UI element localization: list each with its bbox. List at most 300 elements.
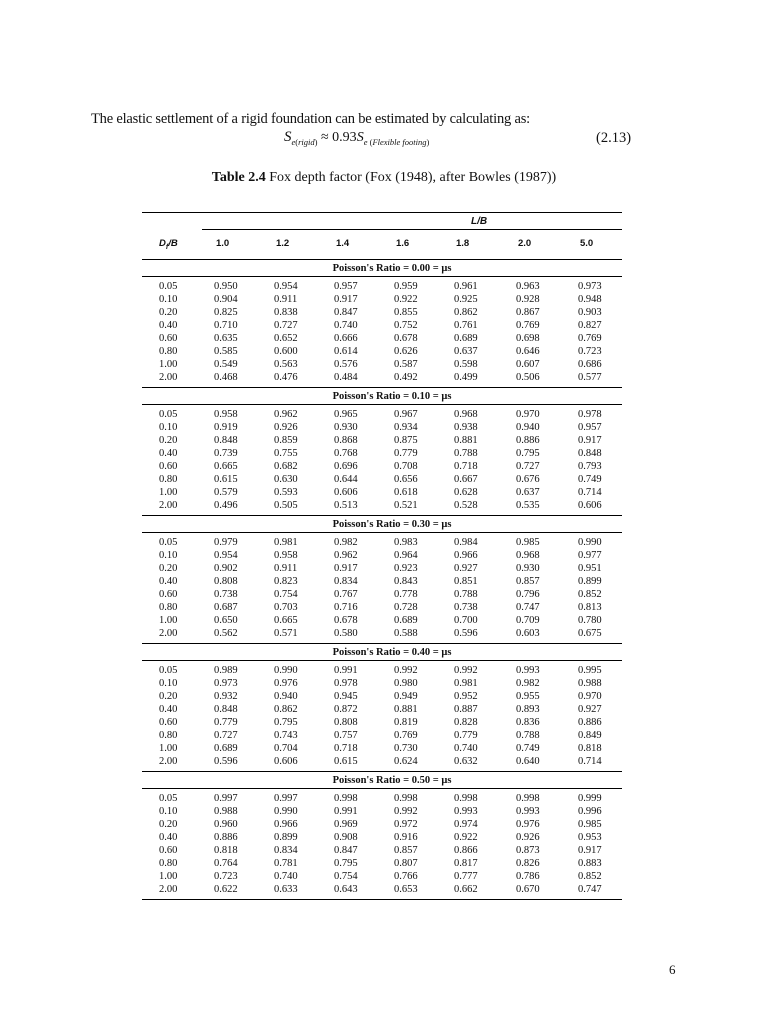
table-cell: 0.622 — [214, 884, 238, 895]
table-cell: 0.709 — [516, 615, 540, 626]
column-header-row — [142, 229, 622, 259]
table-cell: 0.992 — [394, 806, 418, 817]
table-cell: 0.998 — [334, 793, 358, 804]
table-cell: 0.862 — [454, 307, 478, 318]
table-cell: 0.637 — [516, 487, 540, 498]
table-cell: 0.646 — [516, 346, 540, 357]
section-title: Poisson's Ratio = 0.10 = μs — [332, 391, 452, 402]
table-row — [142, 281, 622, 293]
table-cell: 0.754 — [274, 589, 298, 600]
table-cell: 0.883 — [578, 858, 602, 869]
table-cell: 0.857 — [394, 845, 418, 856]
table-cell: 0.630 — [274, 474, 298, 485]
table-cell: 0.917 — [578, 435, 602, 446]
table-cell: 0.635 — [214, 333, 238, 344]
table-row — [142, 409, 622, 421]
table-cell: 0.670 — [516, 884, 540, 895]
table-cell: 0.580 — [334, 628, 358, 639]
table-sections — [142, 259, 622, 900]
table-cell: 0.881 — [394, 704, 418, 715]
table-cell: 0.919 — [214, 422, 238, 433]
table-cell: 0.954 — [274, 281, 298, 292]
table-row — [142, 537, 622, 549]
table-row — [142, 884, 622, 896]
table-cell: 0.998 — [394, 793, 418, 804]
table-row — [142, 832, 622, 844]
table-cell: 0.727 — [214, 730, 238, 741]
table-cell: 0.788 — [516, 730, 540, 741]
table-cell: 0.796 — [516, 589, 540, 600]
table-cell: 0.675 — [578, 628, 602, 639]
table-cell: 0.983 — [394, 537, 418, 548]
page-number: 6 — [669, 962, 676, 977]
row-label: 0.10 — [159, 678, 178, 689]
table-cell: 0.598 — [454, 359, 478, 370]
table-cell: 0.678 — [394, 333, 418, 344]
table-row — [142, 628, 622, 640]
table-cell: 0.908 — [334, 832, 358, 843]
column-header: 5.0 — [580, 238, 594, 249]
group-header-lb: L/B — [471, 216, 488, 227]
table-cell: 0.825 — [214, 307, 238, 318]
table-cell: 0.958 — [214, 409, 238, 420]
row-label: 0.80 — [159, 602, 178, 613]
table-cell: 0.893 — [516, 704, 540, 715]
table-cell: 0.506 — [516, 372, 540, 383]
table-cell: 0.718 — [334, 743, 358, 754]
column-header: 1.8 — [456, 238, 470, 249]
table-cell: 0.970 — [516, 409, 540, 420]
table-cell: 0.927 — [578, 704, 602, 715]
table-cell: 0.990 — [274, 806, 298, 817]
row-label: 2.00 — [159, 500, 178, 511]
fox-depth-factor-table — [142, 212, 622, 900]
table-cell: 0.940 — [516, 422, 540, 433]
table-cell: 0.593 — [274, 487, 298, 498]
section-rows — [142, 533, 622, 643]
table-cell: 0.781 — [274, 858, 298, 869]
table-cell: 0.710 — [214, 320, 238, 331]
table-cell: 0.752 — [394, 320, 418, 331]
table-cell: 0.945 — [334, 691, 358, 702]
table-cell: 0.505 — [274, 500, 298, 511]
table-cell: 0.780 — [578, 615, 602, 626]
table-row — [142, 500, 622, 512]
table-cell: 0.927 — [454, 563, 478, 574]
equation-rhs-subscript: e (Flexible footing) — [363, 136, 430, 147]
table-cell: 0.843 — [394, 576, 418, 587]
table-cell: 0.949 — [394, 691, 418, 702]
table-cell: 0.899 — [578, 576, 602, 587]
table-cell: 0.938 — [454, 422, 478, 433]
table-cell: 0.995 — [578, 665, 602, 676]
table-cell: 0.980 — [394, 678, 418, 689]
table-cell: 0.886 — [578, 717, 602, 728]
table-cell: 0.727 — [516, 461, 540, 472]
section-rows — [142, 789, 622, 899]
column-header: 1.0 — [216, 238, 230, 249]
table-cell: 0.834 — [334, 576, 358, 587]
row-label: 0.20 — [159, 691, 178, 702]
table-cell: 0.973 — [578, 281, 602, 292]
table-cell: 0.615 — [334, 756, 358, 767]
table-cell: 0.708 — [394, 461, 418, 472]
table-bottom-rule — [142, 899, 622, 900]
table-cell: 0.813 — [578, 602, 602, 613]
table-cell: 0.700 — [454, 615, 478, 626]
table-cell: 0.948 — [578, 294, 602, 305]
table-cell: 0.903 — [578, 307, 602, 318]
table-cell: 0.930 — [516, 563, 540, 574]
table-cell: 0.996 — [578, 806, 602, 817]
table-cell: 0.970 — [578, 691, 602, 702]
table-row — [142, 550, 622, 562]
table-cell: 0.703 — [274, 602, 298, 613]
table-cell: 0.998 — [516, 793, 540, 804]
table-cell: 0.689 — [214, 743, 238, 754]
table-cell: 0.926 — [516, 832, 540, 843]
table-cell: 0.981 — [454, 678, 478, 689]
table-cell: 0.911 — [274, 563, 298, 574]
table-cell: 0.838 — [274, 307, 298, 318]
table-cell: 0.499 — [454, 372, 478, 383]
table-cell: 0.786 — [516, 871, 540, 882]
table-cell: 0.723 — [578, 346, 602, 357]
table-cell: 0.528 — [454, 500, 478, 511]
table-row — [142, 474, 622, 486]
row-label: 0.40 — [159, 704, 178, 715]
table-cell: 0.606 — [578, 500, 602, 511]
table-cell: 0.730 — [394, 743, 418, 754]
table-cell: 0.911 — [274, 294, 298, 305]
table-cell: 0.848 — [214, 704, 238, 715]
table-cell: 0.875 — [394, 435, 418, 446]
row-label: 0.05 — [159, 409, 178, 420]
table-cell: 0.714 — [578, 756, 602, 767]
table-cell: 0.571 — [274, 628, 298, 639]
table-row — [142, 691, 622, 703]
table-cell: 0.754 — [334, 871, 358, 882]
row-label: 0.20 — [159, 563, 178, 574]
table-cell: 0.976 — [516, 819, 540, 830]
table-cell: 0.749 — [516, 743, 540, 754]
table-cell: 0.795 — [334, 858, 358, 869]
table-cell: 0.982 — [334, 537, 358, 548]
table-cell: 0.549 — [214, 359, 238, 370]
row-label: 0.10 — [159, 294, 178, 305]
table-cell: 0.985 — [516, 537, 540, 548]
table-cell: 0.962 — [334, 550, 358, 561]
table-cell: 0.603 — [516, 628, 540, 639]
row-label: 0.10 — [159, 550, 178, 561]
table-row — [142, 678, 622, 690]
table-cell: 0.923 — [394, 563, 418, 574]
section-rows — [142, 277, 622, 387]
table-cell: 0.926 — [274, 422, 298, 433]
row-label: 2.00 — [159, 372, 178, 383]
table-cell: 0.727 — [274, 320, 298, 331]
table-cell: 0.992 — [454, 665, 478, 676]
table-cell: 0.978 — [578, 409, 602, 420]
table-cell: 0.476 — [274, 372, 298, 383]
intro-paragraph: The elastic settlement of a rigid foundation can be estimated by calculating as: — [91, 111, 530, 127]
table-cell: 0.859 — [274, 435, 298, 446]
row-label: 0.60 — [159, 589, 178, 600]
table-cell: 0.723 — [214, 871, 238, 882]
table-cell: 0.577 — [578, 372, 602, 383]
table-cell: 0.778 — [394, 589, 418, 600]
row-label: 0.80 — [159, 730, 178, 741]
table-row — [142, 448, 622, 460]
table-cell: 0.962 — [274, 409, 298, 420]
row-label: 1.00 — [159, 743, 178, 754]
table-cell: 0.596 — [214, 756, 238, 767]
table-cell: 0.779 — [454, 730, 478, 741]
table-cell: 0.950 — [214, 281, 238, 292]
table-cell: 0.968 — [454, 409, 478, 420]
row-label: 0.80 — [159, 474, 178, 485]
table-cell: 0.823 — [274, 576, 298, 587]
table-cell: 0.976 — [274, 678, 298, 689]
table-row — [142, 435, 622, 447]
table-cell: 0.991 — [334, 665, 358, 676]
table-cell: 0.988 — [578, 678, 602, 689]
table-cell: 0.966 — [454, 550, 478, 561]
table-cell: 0.984 — [454, 537, 478, 548]
table-cell: 0.563 — [274, 359, 298, 370]
table-row — [142, 819, 622, 831]
table-cell: 0.818 — [578, 743, 602, 754]
row-label: 0.05 — [159, 281, 178, 292]
table-cell: 0.676 — [516, 474, 540, 485]
table-cell: 0.653 — [394, 884, 418, 895]
table-cell: 0.866 — [454, 845, 478, 856]
table-cell: 0.788 — [454, 448, 478, 459]
section-title: Poisson's Ratio = 0.50 = μs — [332, 775, 452, 786]
table-cell: 0.757 — [334, 730, 358, 741]
table-cell: 0.818 — [214, 845, 238, 856]
table-cell: 0.961 — [454, 281, 478, 292]
table-row — [142, 730, 622, 742]
column-header: 1.4 — [336, 238, 350, 249]
table-cell: 0.600 — [274, 346, 298, 357]
table-cell: 0.836 — [516, 717, 540, 728]
table-cell: 0.974 — [454, 819, 478, 830]
table-cell: 0.964 — [394, 550, 418, 561]
table-row — [142, 307, 622, 319]
table-cell: 0.644 — [334, 474, 358, 485]
table-cell: 0.902 — [214, 563, 238, 574]
table-cell: 0.795 — [516, 448, 540, 459]
table-cell: 0.991 — [334, 806, 358, 817]
table-row — [142, 359, 622, 371]
table-cell: 0.993 — [454, 806, 478, 817]
table-row — [142, 422, 622, 434]
table-cell: 0.834 — [274, 845, 298, 856]
table-cell: 0.747 — [578, 884, 602, 895]
row-label: 1.00 — [159, 871, 178, 882]
table-cell: 0.718 — [454, 461, 478, 472]
table-cell: 0.740 — [274, 871, 298, 882]
table-cell: 0.990 — [274, 665, 298, 676]
table-cell: 0.886 — [214, 832, 238, 843]
table-row — [142, 346, 622, 358]
table-cell: 0.868 — [334, 435, 358, 446]
table-cell: 0.873 — [516, 845, 540, 856]
table-cell: 0.686 — [578, 359, 602, 370]
section-title: Poisson's Ratio = 0.00 = μs — [332, 263, 452, 274]
table-row — [142, 563, 622, 575]
table-cell: 0.640 — [516, 756, 540, 767]
section-title: Poisson's Ratio = 0.40 = μs — [332, 647, 452, 658]
table-cell: 0.969 — [334, 819, 358, 830]
table-cell: 0.932 — [214, 691, 238, 702]
table-cell: 0.852 — [578, 589, 602, 600]
table-row — [142, 333, 622, 345]
table-cell: 0.808 — [334, 717, 358, 728]
table-cell: 0.953 — [578, 832, 602, 843]
table-cell: 0.704 — [274, 743, 298, 754]
equation-lhs: S — [284, 129, 292, 145]
table-cell: 0.826 — [516, 858, 540, 869]
table-cell: 0.958 — [274, 550, 298, 561]
table-cell: 0.768 — [334, 448, 358, 459]
table-cell: 0.682 — [274, 461, 298, 472]
table-cell: 0.687 — [214, 602, 238, 613]
table-row — [142, 704, 622, 716]
table-cell: 0.988 — [214, 806, 238, 817]
table-cell: 0.761 — [454, 320, 478, 331]
table-cell: 0.689 — [454, 333, 478, 344]
table-cell: 0.496 — [214, 500, 238, 511]
table-row — [142, 717, 622, 729]
table-cell: 0.793 — [578, 461, 602, 472]
row-label: 0.60 — [159, 333, 178, 344]
table-cell: 0.881 — [454, 435, 478, 446]
table-cell: 0.954 — [214, 550, 238, 561]
table-cell: 0.872 — [334, 704, 358, 715]
section-rows — [142, 661, 622, 771]
table-cell: 0.728 — [394, 602, 418, 613]
table-cell: 0.788 — [454, 589, 478, 600]
table-cell: 0.740 — [454, 743, 478, 754]
row-label: 0.80 — [159, 346, 178, 357]
row-label: 0.20 — [159, 435, 178, 446]
table-cell: 0.696 — [334, 461, 358, 472]
row-label: 0.40 — [159, 576, 178, 587]
table-cell: 0.847 — [334, 307, 358, 318]
row-header-dfb: $D_f/B$ — [159, 238, 178, 251]
table-cell: 0.855 — [394, 307, 418, 318]
table-cell: 0.468 — [214, 372, 238, 383]
row-label: 0.60 — [159, 461, 178, 472]
table-cell: 0.928 — [516, 294, 540, 305]
equation-number: (2.13) — [596, 130, 632, 146]
table-cell: 0.689 — [394, 615, 418, 626]
table-cell: 0.618 — [394, 487, 418, 498]
table-cell: 0.917 — [334, 294, 358, 305]
table-row — [142, 871, 622, 883]
table-cell: 0.628 — [454, 487, 478, 498]
table-cell: 0.738 — [214, 589, 238, 600]
table-row — [142, 756, 622, 768]
table-row — [142, 665, 622, 677]
row-label: 0.05 — [159, 537, 178, 548]
row-label: 0.80 — [159, 858, 178, 869]
table-cell: 0.922 — [394, 294, 418, 305]
table-cell: 0.662 — [454, 884, 478, 895]
table-cell: 0.739 — [214, 448, 238, 459]
table-cell: 0.667 — [454, 474, 478, 485]
table-cell: 0.633 — [274, 884, 298, 895]
table-row — [142, 602, 622, 614]
table-caption — [0, 170, 768, 186]
section-rows — [142, 405, 622, 515]
table-cell: 0.698 — [516, 333, 540, 344]
table-cell: 0.955 — [516, 691, 540, 702]
table-row — [142, 589, 622, 601]
table-cell: 0.963 — [516, 281, 540, 292]
column-header: 1.2 — [276, 238, 290, 249]
row-label: 1.00 — [159, 615, 178, 626]
table-cell: 0.849 — [578, 730, 602, 741]
row-label: 1.00 — [159, 487, 178, 498]
table-cell: 0.588 — [394, 628, 418, 639]
table-cell: 0.738 — [454, 602, 478, 613]
table-cell: 0.637 — [454, 346, 478, 357]
row-label: 0.60 — [159, 717, 178, 728]
table-row — [142, 615, 622, 627]
table-cell: 0.521 — [394, 500, 418, 511]
table-cell: 0.851 — [454, 576, 478, 587]
table-cell: 0.626 — [394, 346, 418, 357]
table-cell: 0.977 — [578, 550, 602, 561]
table-cell: 0.743 — [274, 730, 298, 741]
table-cell: 0.716 — [334, 602, 358, 613]
table-cell: 0.997 — [274, 793, 298, 804]
table-cell: 0.766 — [394, 871, 418, 882]
table-cell: 0.957 — [334, 281, 358, 292]
table-cell: 0.492 — [394, 372, 418, 383]
row-label: 0.05 — [159, 793, 178, 804]
table-cell: 0.777 — [454, 871, 478, 882]
table-cell: 0.795 — [274, 717, 298, 728]
table-cell: 0.632 — [454, 756, 478, 767]
table-cell: 0.624 — [394, 756, 418, 767]
table-cell: 0.764 — [214, 858, 238, 869]
table-row — [142, 294, 622, 306]
table-caption-text: Fox depth factor (Fox (1948), after Bowles (1987)) — [265, 170, 557, 185]
row-label: 0.05 — [159, 665, 178, 676]
table-cell: 0.966 — [274, 819, 298, 830]
table-cell: 0.917 — [334, 563, 358, 574]
table-cell: 0.808 — [214, 576, 238, 587]
table-cell: 0.973 — [214, 678, 238, 689]
row-label: 2.00 — [159, 756, 178, 767]
table-cell: 0.857 — [516, 576, 540, 587]
column-header: 1.6 — [396, 238, 410, 249]
group-header-row — [142, 213, 622, 229]
table-cell: 0.769 — [578, 333, 602, 344]
table-row — [142, 487, 622, 499]
table-cell: 0.867 — [516, 307, 540, 318]
table-row — [142, 372, 622, 384]
table-cell: 0.981 — [274, 537, 298, 548]
table-cell: 0.997 — [214, 793, 238, 804]
table-cell: 0.967 — [394, 409, 418, 420]
table-cell: 0.650 — [214, 615, 238, 626]
table-cell: 0.930 — [334, 422, 358, 433]
